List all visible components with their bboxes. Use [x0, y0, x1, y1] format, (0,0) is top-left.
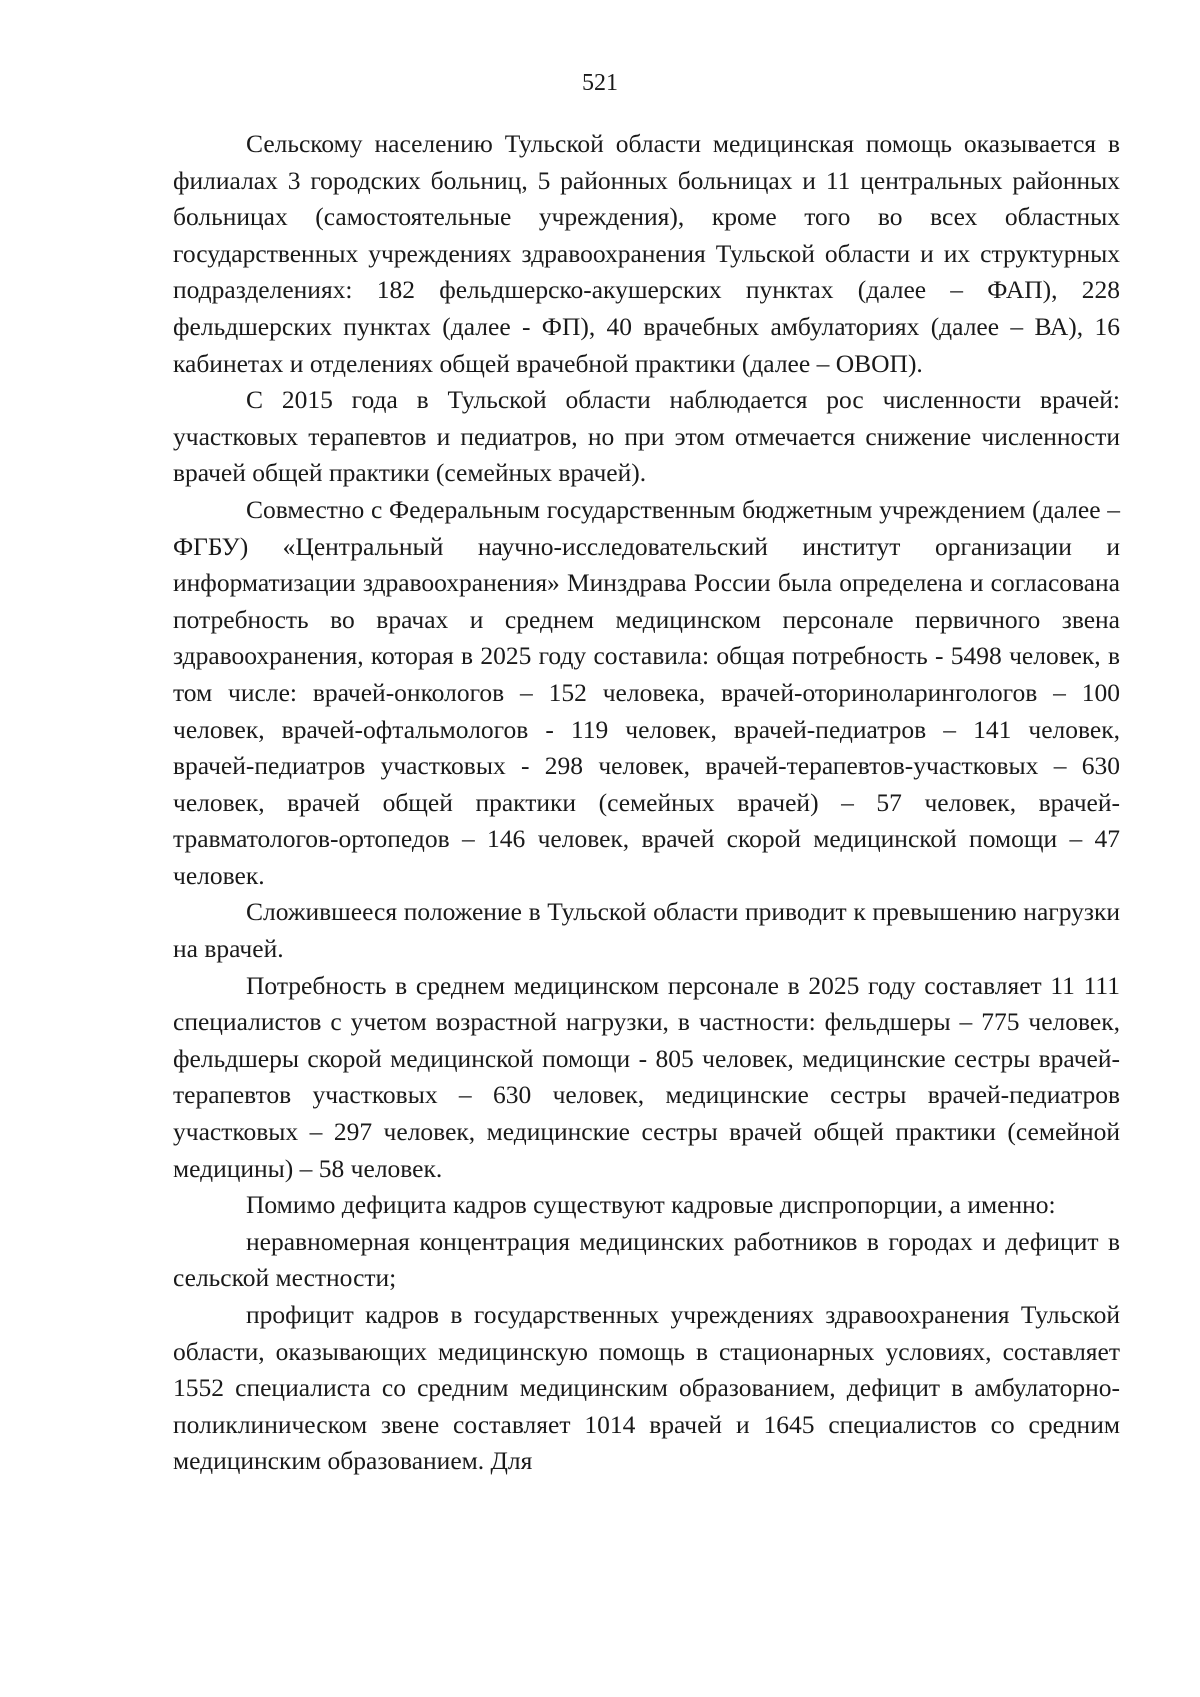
paragraph-nursing-demand: Потребность в среднем медицинском персонале в 2025 году составляет 11 111 специалистов с учетом возрастной нагрузки, в частности: фельдшеры – 775 человек, фельдшеры скорой медицинской помощи - 805 человек, медицинские сестры врачей-терапевтов участковых – 630 человек, медицинские сестры врачей-педиатров участковых – 297 человек, медицинские сестры врачей общей практики (семейной медицины) – 58 человек.	[173, 970, 1120, 1183]
page-number: 521	[582, 70, 618, 96]
paragraph-surplus-deficit: профицит кадров в государственных учреждениях здравоохранения Тульской области, оказывающих медицинскую помощь в стационарных условиях, составляет 1552 специалиста со средним медицинским образованием, дефицит в амбулаторно-поликлиническом звене составляет 1014 врачей и 1645 специалистов со средним медицинским образованием. Для	[173, 1300, 1120, 1476]
paragraph-rural-care: Сельскому населению Тульской области медицинская помощь оказывается в филиалах 3 городских больниц, 5 районных больницах и 11 центральных районных больницах (самостоятельные учреждения), кроме того во всех областных государственных учреждениях здравоохранения Тульской области и их структурных подразделениях: 182 фельдшерско-акушерских пунктах (далее – ФАП), 228 фельдшерских пунктах (далее - ФП), 40 врачебных амбулаториях (далее – ВА), 16 кабинетах и отделениях общей врачебной практики (далее – ОВОП).	[173, 129, 1120, 378]
paragraph-doctor-growth: С 2015 года в Тульской области наблюдается рос численности врачей: участковых терапевтов и педиатров, но при этом отмечается снижение численности врачей общей практики (семейных врачей).	[173, 385, 1120, 488]
paragraph-workload: Сложившееся положение в Тульской области приводит к превышению нагрузки на врачей.	[173, 897, 1120, 964]
paragraph-uneven-concentration: неравномерная концентрация медицинских работников в городах и дефицит в сельской местности;	[173, 1226, 1120, 1293]
body-text	[173, 126, 1120, 1480]
paragraph-staff-demand: Совместно с Федеральным государственным бюджетным учреждением (далее – ФГБУ) «Центральный научно-исследовательский институт организации и информатизации здравоохранения» Минздрава России была определена и согласована потребность во врачах и среднем медицинском персонале первичного звена здравоохранения, которая в 2025 году составила: общая потребность - 5498 человек, в том числе: врачей-онкологов – 152 человека, врачей-оториноларингологов – 100 человек, врачей-офтальмологов - 119 человек, врачей-педиатров – 141 человек, врачей-педиатров участковых - 298 человек, врачей-терапевтов-участковых – 630 человек, врачей общей практики (семейных врачей) – 57 человек, врачей-травматологов-ортопедов – 146 человек, врачей скорой медицинской помощи – 47 человек.	[173, 494, 1120, 890]
paragraph-disproportions: Помимо дефицита кадров существуют кадровые диспропорции, а именно:	[246, 1190, 1056, 1220]
